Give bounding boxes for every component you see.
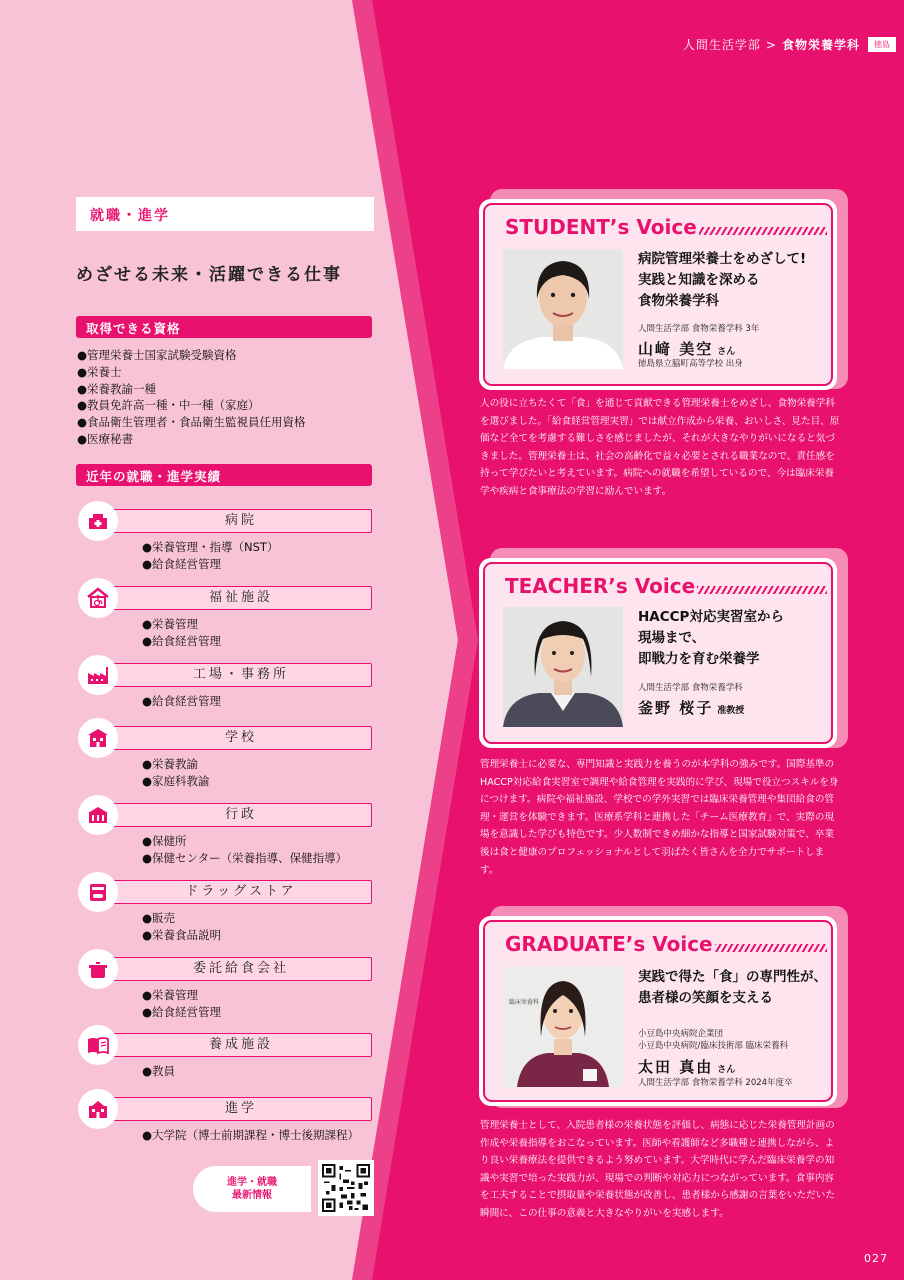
- voice-headline: [638, 607, 784, 670]
- voice-title: GRADUATE’s Voice: [505, 932, 713, 956]
- qualification-item: ●医療秘書: [77, 431, 134, 446]
- book-icon: [78, 1025, 118, 1065]
- headline-line: 即戦力を育む栄養学: [638, 651, 760, 667]
- decorative-stripes: [697, 586, 827, 594]
- student-photo: [503, 249, 623, 369]
- person-honorific: さん: [717, 347, 736, 357]
- voice-headline: [638, 967, 827, 1009]
- affiliation-line: 小豆島中央病院/臨床技術部 臨床栄養科: [638, 1041, 789, 1051]
- headline-line: 現場まで、: [638, 630, 706, 646]
- headline-line: 患者様の笑顔を支える: [638, 990, 773, 1006]
- category-item: ●給食経営管理: [142, 694, 222, 708]
- category-item: ●給食経営管理: [142, 633, 222, 648]
- person-affiliation: [638, 1028, 788, 1052]
- category-items: [142, 1127, 359, 1144]
- category-items: [142, 616, 221, 649]
- category-items: [142, 756, 210, 789]
- category-item: ●栄養管理: [142, 617, 199, 631]
- category-items: [142, 1063, 175, 1080]
- school-icon: [78, 718, 118, 758]
- photo-sign: 臨床栄養科: [509, 999, 540, 1006]
- breadcrumb-faculty[interactable]: 人間生活学部: [682, 38, 761, 52]
- qualifications-list: [77, 347, 306, 448]
- voice-title: STUDENT’s Voice: [505, 215, 697, 239]
- hospital-icon: [78, 501, 118, 541]
- drugstore-icon: [78, 872, 118, 912]
- decorative-stripes: [715, 944, 827, 952]
- headline-line: HACCP対応実習室から: [638, 609, 784, 625]
- qualification-item: ●食品衛生管理者・食品衛生監視員任用資格: [77, 415, 306, 430]
- student-voice-card: [479, 199, 837, 390]
- university-icon: [78, 1089, 118, 1129]
- person-affiliation: 人間生活学部 食物栄養学科 3年: [638, 324, 760, 334]
- person-affiliation: 人間生活学部 食物栄養学科: [638, 683, 743, 693]
- headline-line: 実践で得た「食」の専門性が、: [638, 969, 827, 985]
- category-label: 学校: [110, 726, 372, 750]
- factory-icon: [78, 655, 118, 695]
- graduate-photo: [503, 967, 623, 1087]
- category-item: ●家庭科教諭: [142, 773, 210, 788]
- page-number: 027: [864, 1252, 888, 1265]
- region-badge: 徳島: [868, 37, 896, 52]
- breadcrumb: [683, 36, 896, 53]
- person-name-text: 山﨑 美空: [638, 340, 714, 358]
- category-item: ●給食経営管理: [142, 556, 222, 571]
- category-label: 病院: [110, 509, 372, 533]
- category-item: ●教員: [142, 1064, 176, 1078]
- category-item: ●保健センター（栄養指導、保健指導）: [142, 850, 348, 865]
- person-name: [638, 1056, 735, 1077]
- section-tab: 就職・進学: [76, 197, 374, 231]
- qualifications-heading: 取得できる資格: [76, 316, 372, 338]
- teacher-voice-body: 管理栄養士に必要な、専門知識と実践力を養うのが本学科の強みです。国際基準のHACCP対応給食実習室で調理や給食管理を実践的に学び、現場で役立つスキルを身につけます。病院や福祉施設、学校での学外実習では臨床栄養管理や集団給食の管理・運営を体験できます。医療系学科と連携した「チーム医療教育」で、実際の現場を意識した学びも特色です。少人数制できめ細かな指導と国家試験対策で、卒業後は食と健康のプロフェッショナルとして羽ばたく皆さんを全力でサポートします。: [480, 759, 839, 876]
- person-title: 准教授: [717, 706, 745, 716]
- category-items: [142, 539, 278, 572]
- category-items: [142, 987, 221, 1020]
- category-item: ●大学院（博士前期課程・博士後期課程）: [142, 1128, 360, 1142]
- qualification-item: ●栄養士: [77, 364, 122, 379]
- teacher-photo: [503, 607, 623, 727]
- person-name: [638, 338, 735, 359]
- pot-icon: [78, 949, 118, 989]
- government-icon: [78, 795, 118, 835]
- category-items: [142, 693, 221, 710]
- person-graduation: 人間生活学部 食物栄養学科 2024年度卒: [638, 1078, 793, 1088]
- latest-info-line1: 進学・就職: [227, 1177, 277, 1188]
- section-title: めざせる未来・活躍できる仕事: [76, 265, 342, 285]
- category-item: ●販売: [142, 911, 176, 925]
- category-label: ドラッグストア: [110, 880, 372, 904]
- qualification-item: ●栄養教諭一種: [77, 381, 157, 396]
- category-items: [142, 833, 347, 866]
- careers-heading: 近年の就職・進学実績: [76, 464, 372, 486]
- category-label: 委託給食会社: [110, 957, 372, 981]
- person-name-text: 釜野 桜子: [638, 699, 714, 717]
- category-item: ●栄養食品説明: [142, 927, 222, 942]
- graduate-voice-body: 管理栄養士として、入院患者様の栄養状態を評価し、病態に応じた栄養管理計画の作成や栄養指導をおこなっています。医師や看護師など多職種と連携しながら、より良い栄養療法を提供できるよう努めています。大学時代に学んだ臨床栄養学の知識や実習で培った実践力が、現場での判断や対応力につながっています。食事内容を工夫することで摂取量や栄養状態が改善し、患者様から感謝の言葉をいただいた瞬間に、この仕事の意義と大きなやりがいを実感します。: [480, 1120, 835, 1219]
- headline-line: 食物栄養学科: [638, 293, 719, 309]
- latest-info-button[interactable]: [193, 1166, 311, 1212]
- category-items: [142, 910, 221, 943]
- teacher-voice-card: [479, 558, 837, 748]
- qr-code[interactable]: [318, 1160, 374, 1216]
- latest-info-line2: 最新情報: [232, 1190, 272, 1201]
- headline-line: 病院管理栄養士をめざして!: [638, 251, 807, 267]
- affiliation-line: 小豆島中央病院企業団: [638, 1029, 724, 1039]
- wheelchair-house-icon: [78, 578, 118, 618]
- person-origin: 徳島県立脇町高等学校 出身: [638, 359, 743, 369]
- category-label: 養成施設: [110, 1033, 372, 1057]
- category-item: ●栄養管理・指導（NST）: [142, 540, 279, 554]
- category-item: ●保健所: [142, 834, 187, 848]
- category-item: ●栄養教諭: [142, 757, 199, 771]
- person-name-text: 太田 真由: [638, 1058, 714, 1076]
- decorative-stripes: [699, 227, 827, 235]
- category-label: 福祉施設: [110, 586, 372, 610]
- voice-title: TEACHER’s Voice: [505, 574, 696, 598]
- graduate-voice-card: [479, 916, 837, 1106]
- qualification-item: ●教員免許高一種・中一種（家庭）: [77, 398, 260, 413]
- qualification-item: ●管理栄養士国家試験受験資格: [77, 348, 237, 362]
- voice-headline: [638, 249, 806, 312]
- student-voice-body: 人の役に立ちたくて「食」を通じて貢献できる管理栄養士をめざし、食物栄養学科を選びました。「給食経営管理実習」では献立作成から栄養、おいしさ、見た目、原価など全てを考慮する難しさを感じましたが、それが大きなやりがいになると気づきました。管理栄養士は、社会の高齢化で益々必要とされる職業なので、責任感を持って学びたいと考えています。病院への就職を希望しているので、今は臨床栄養学や疾病と食事療法の学習に励んでいます。: [480, 398, 840, 497]
- person-name: [638, 697, 744, 718]
- category-item: ●栄養管理: [142, 988, 199, 1002]
- category-label: 進学: [110, 1097, 372, 1121]
- category-label: 行政: [110, 803, 372, 827]
- headline-line: 実践と知識を深める: [638, 272, 760, 288]
- category-item: ●給食経営管理: [142, 1004, 222, 1019]
- breadcrumb-separator: >: [765, 37, 777, 52]
- person-honorific: さん: [717, 1065, 736, 1075]
- breadcrumb-department: 食物栄養学科: [781, 38, 860, 52]
- category-label: 工場・事務所: [110, 663, 372, 687]
